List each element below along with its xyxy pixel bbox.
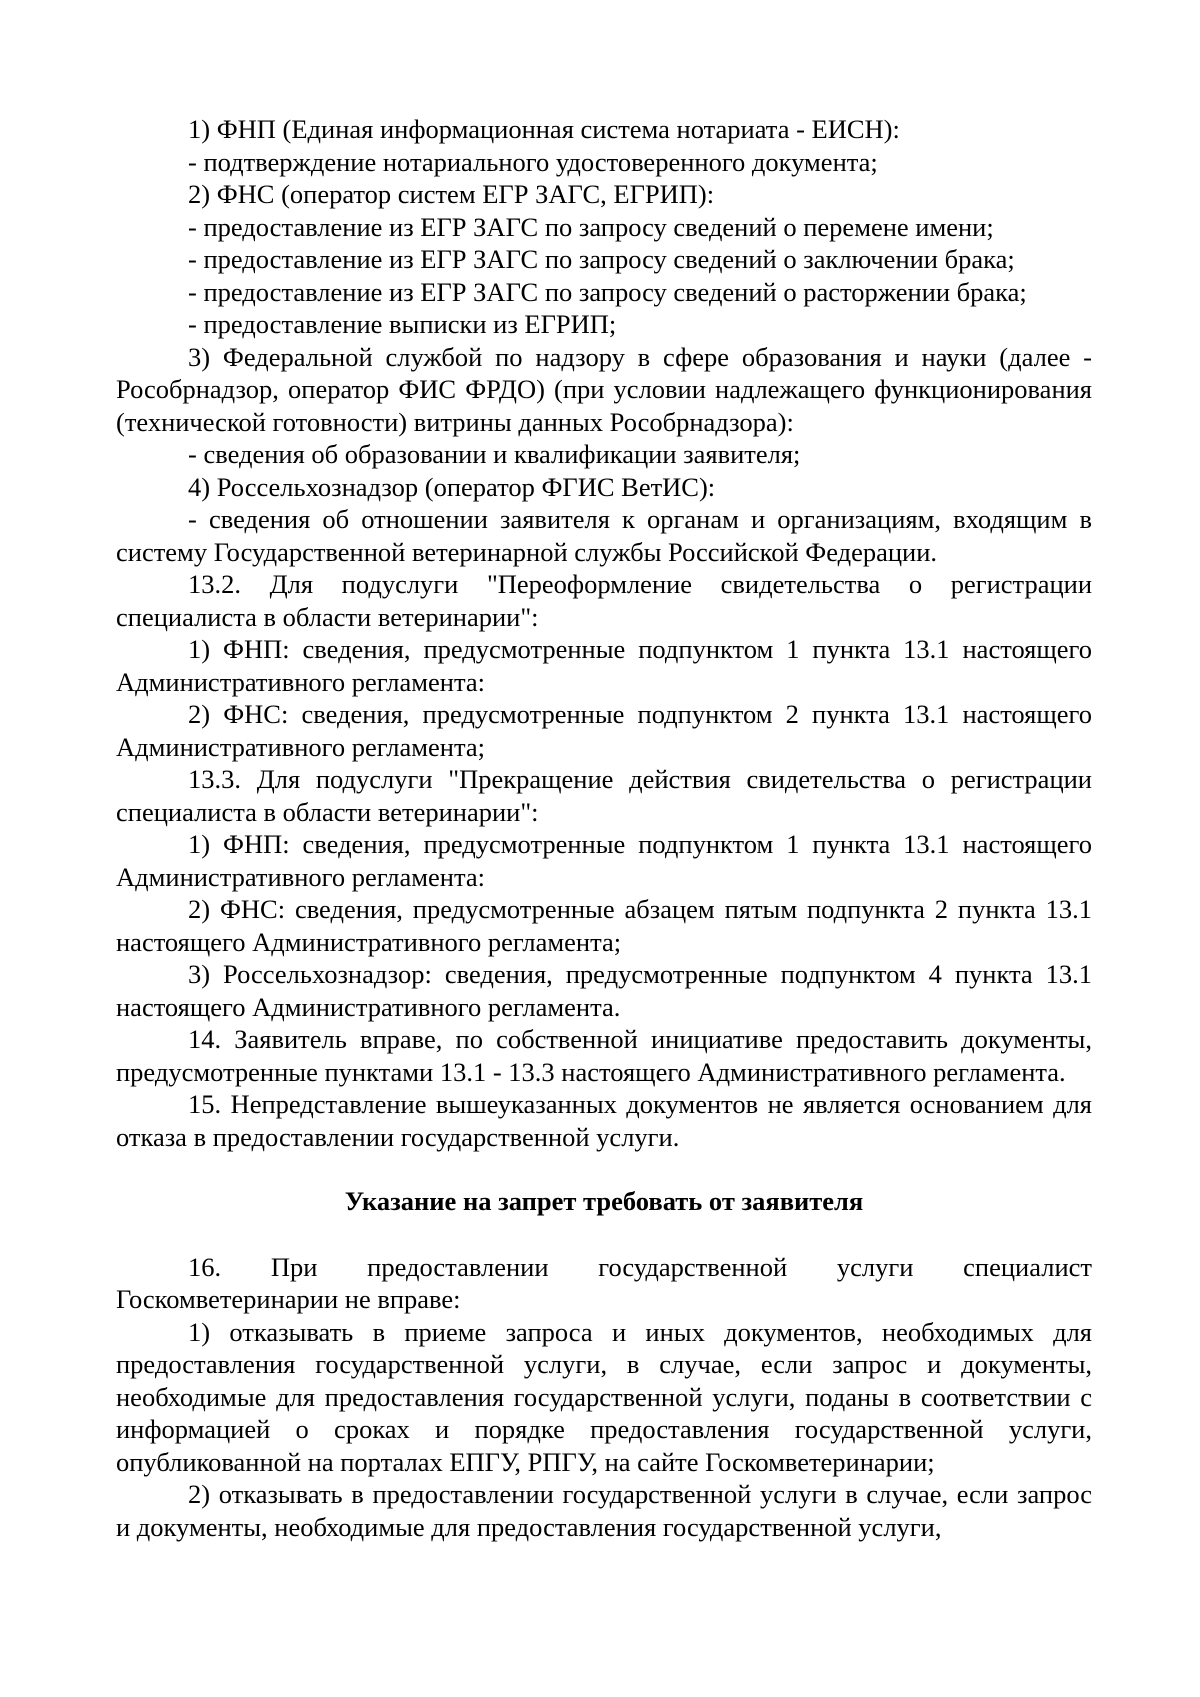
paragraph: - предоставление из ЕГР ЗАГС по запросу сведений о перемене имени; bbox=[188, 211, 994, 242]
paragraph: 13.3. Для подуслуги "Прекращение действия свидетельства о регистрации специалиста в области ветеринарии": bbox=[116, 764, 1092, 827]
paragraph: - предоставление из ЕГР ЗАГС по запросу сведений о расторжении брака; bbox=[188, 276, 1027, 307]
paragraph: 2) ФНС: сведения, предусмотренные подпунктом 2 пункта 13.1 настоящего Административного регламента; bbox=[116, 699, 1092, 762]
paragraph: 1) ФНП: сведения, предусмотренные подпунктом 1 пункта 13.1 настоящего Административного регламента: bbox=[116, 829, 1092, 892]
paragraph: 1) отказывать в приеме запроса и иных документов, необходимых для предоставления государственной услуги, в случае, если запрос и документы, необходимые для предоставления государственной услуги, поданы в соответствии с информацией о сроках и порядке предоставления государственной услуги, опубликованной на порталах ЕПГУ, РПГУ, на сайте Госкомветеринарии; bbox=[116, 1316, 1092, 1477]
paragraph: 2) ФНС (оператор систем ЕГР ЗАГС, ЕГРИП): bbox=[188, 179, 715, 209]
section-heading: Указание на запрет требовать от заявителя bbox=[344, 1186, 864, 1216]
paragraph: 2) отказывать в предоставлении государственной услуги в случае, если запрос и документы, необходимые для предоставления государственной услуги, bbox=[116, 1479, 1092, 1542]
paragraph: - предоставление из ЕГР ЗАГС по запросу сведений о заключении брака; bbox=[188, 244, 1015, 274]
paragraph: 3) Россельхознадзор: сведения, предусмотренные подпунктом 4 пункта 13.1 настоящего Административного регламента. bbox=[116, 959, 1092, 1022]
paragraph: 2) ФНС: сведения, предусмотренные абзацем пятым подпункта 2 пункта 13.1 настоящего Административного регламента; bbox=[116, 894, 1092, 957]
paragraph: 14. Заявитель вправе, по собственной инициативе предоставить документы, предусмотренные пунктами 13.1 - 13.3 настоящего Административного регламента. bbox=[116, 1024, 1092, 1087]
paragraph: - подтверждение нотариального удостоверенного документа; bbox=[188, 146, 878, 177]
paragraph: - сведения об образовании и квалификации заявителя; bbox=[188, 439, 801, 469]
paragraph: 16. При предоставлении государственной услуги специалист Госкомветеринарии не вправе: bbox=[116, 1251, 1092, 1314]
paragraph: 13.2. Для подуслуги "Переоформление свидетельства о регистрации специалиста в области ветеринарии": bbox=[116, 569, 1092, 632]
paragraph: - предоставление выписки из ЕГРИП; bbox=[188, 309, 617, 339]
paragraph: 1) ФНП (Единая информационная система нотариата - ЕИСН): bbox=[188, 114, 900, 144]
paragraph: - сведения об отношении заявителя к органам и организациям, входящим в систему Государственной ветеринарной службы Российской Федерации. bbox=[116, 504, 1092, 567]
paragraph: 3) Федеральной службой по надзору в сфере образования и науки (далее - Рособрнадзор, оператор ФИС ФРДО) (при условии надлежащего функционирования (технической готовности) витрины данных Рособрнадзора): bbox=[116, 341, 1092, 437]
paragraph: 15. Непредставление вышеуказанных документов не является основанием для отказа в предоставлении государственной услуги. bbox=[116, 1089, 1092, 1152]
document-page bbox=[116, 113, 1092, 1543]
paragraph: 4) Россельхознадзор (оператор ФГИС ВетИС): bbox=[188, 471, 716, 502]
paragraph: 1) ФНП: сведения, предусмотренные подпунктом 1 пункта 13.1 настоящего Административного регламента: bbox=[116, 634, 1092, 697]
